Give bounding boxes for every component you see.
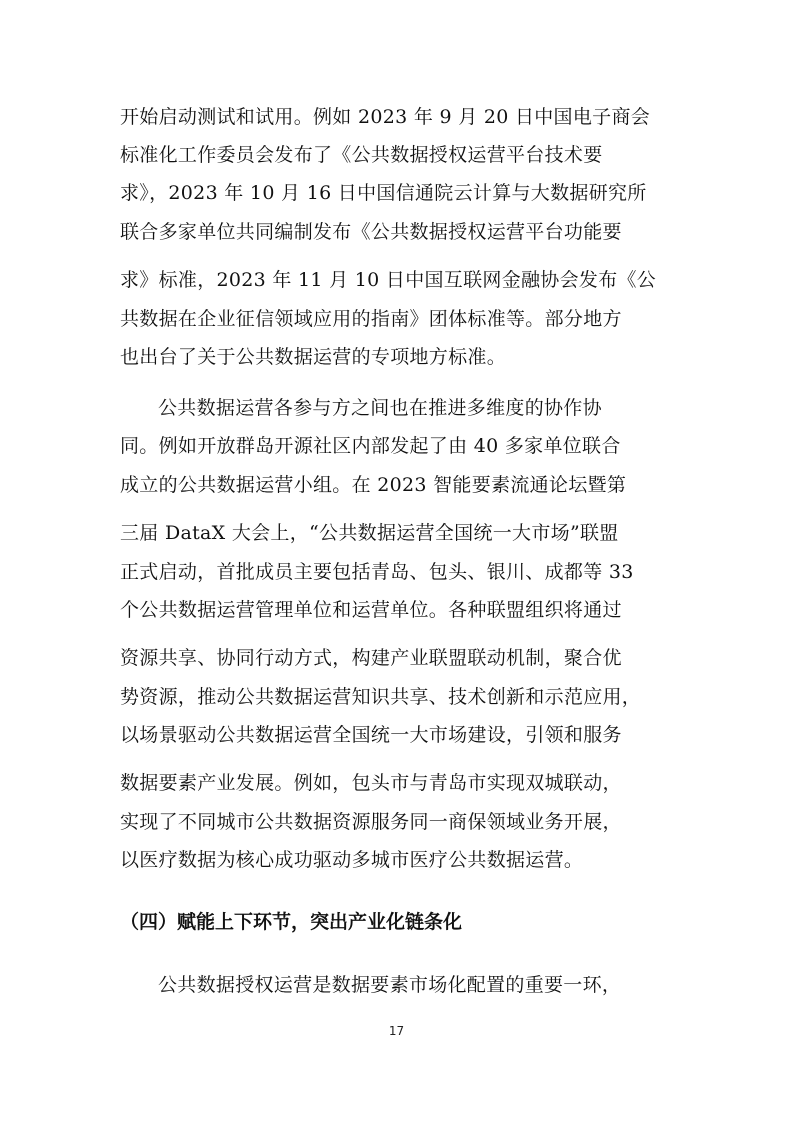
paragraph-line: 也出台了关于公共数据运营的专项地方标准。 — [120, 346, 507, 368]
paragraph-line: 成立的公共数据运营小组。在 2023 智能要素流通论坛暨第 — [120, 474, 627, 496]
paragraph-line: 标准化工作委员会发布了《公共数据授权运营平台技术要 — [120, 144, 603, 166]
paragraph-line: 个公共数据运营管理单位和运营单位。各种联盟组织将通过 — [120, 599, 622, 621]
section-heading: （四）赋能上下环节，突出产业化链条化 — [120, 911, 463, 933]
paragraph-line: 求》，2023 年 10 月 16 日中国信通院云计算与大数据研究所 — [120, 182, 647, 204]
paragraph-line: 数据要素产业发展。例如，包头市与青岛市实现双城联动， — [120, 772, 622, 794]
paragraph-line: 正式启动，首批成员主要包括青岛、包头、银川、成都等 33 — [120, 561, 634, 583]
paragraph-line: 势资源，推动公共数据运营知识共享、技术创新和示范应用， — [120, 686, 642, 708]
paragraph-line: 三届 DataX 大会上，“公共数据运营全国统一大市场”联盟 — [120, 522, 619, 544]
paragraph-line: 开始启动测试和试用。例如 2023 年 9 月 20 日中国电子商会 — [120, 106, 651, 128]
paragraph-line: 联合多家单位共同编制发布《公共数据授权运营平台功能要 — [120, 221, 622, 243]
paragraph-line: 以场景驱动公共数据运营全国统一大市场建设，引领和服务 — [120, 724, 622, 746]
paragraph-line: 实现了不同城市公共数据资源服务同一商保领域业务开展， — [120, 811, 622, 833]
paragraph-line: 同。例如开放群岛开源社区内部发起了由 40 多家单位联合 — [120, 435, 621, 457]
paragraph-line: 以医疗数据为核心成功驱动多城市医疗公共数据运营。 — [120, 849, 584, 871]
paragraph-line: 共数据在企业征信领域应用的指南》团体标准等。部分地方 — [120, 308, 622, 330]
paragraph-line: 求》标准，2023 年 11 月 10 日中国互联网金融协会发布《公 — [120, 269, 657, 291]
page-number: 17 — [388, 1024, 405, 1038]
paragraph-line: 公共数据运营各参与方之间也在推进多维度的协作协 — [158, 397, 602, 419]
paragraph-line: 公共数据授权运营是数据要素市场化配置的重要一环， — [158, 974, 622, 996]
paragraph-line: 资源共享、协同行动方式，构建产业联盟联动机制，聚合优 — [120, 647, 622, 669]
